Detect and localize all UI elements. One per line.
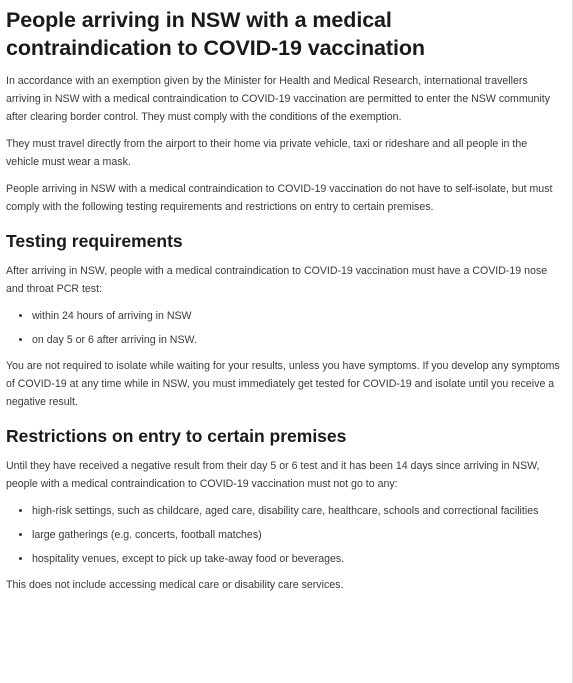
restrictions-lead: Until they have received a negative result from their day 5 or 6 test and it has been 14 days since arriving in NSW, people with a medical contraindication to COVID-19 vaccination must not go to any: (6, 460, 540, 490)
list-item: • within 24 hours of arriving in NSW (32, 307, 562, 325)
list-item: • on day 5 or 6 after arriving in NSW. (32, 331, 562, 349)
page-title: People arriving in NSW with a medical contraindication to COVID-19 vaccination (6, 8, 425, 60)
list-item: • hospitality venues, except to pick up take-away food or beverages. (32, 550, 562, 568)
intro-paragraph-1: In accordance with an exemption given by the Minister for Health and Medical Research, international travellers arriving in NSW with a medical contraindication to COVID-19 vaccination are permitted to enter the NSW community after clearing border control. They must comply with the conditions of the exemption. (6, 75, 551, 123)
restrictions-note: This does not include accessing medical care or disability care services. (6, 579, 344, 591)
intro-paragraph-3: People arriving in NSW with a medical contraindication to COVID-19 vaccination do not have to self-isolate, but must comply with the following testing requirements and restrictions on entry to certain premises. (6, 183, 553, 213)
restrictions-heading: Restrictions on entry to certain premises (6, 426, 347, 446)
list-item: • large gatherings (e.g. concerts, football matches) (32, 526, 562, 544)
testing-heading: Testing requirements (6, 231, 183, 251)
intro-paragraph-2: They must travel directly from the airport to their home via private vehicle, taxi or rideshare and all people in the vehicle must wear a mask. (6, 138, 528, 168)
testing-list (6, 307, 562, 349)
testing-note: You are not required to isolate while waiting for your results, unless you have symptoms. If you develop any symptoms of COVID-19 at any time while in NSW, you must immediately get tested for COVID-19 and isolate until you receive a negative result. (6, 360, 560, 408)
testing-lead: After arriving in NSW, people with a medical contraindication to COVID-19 vaccination must have a COVID-19 nose and throat PCR test: (6, 265, 548, 295)
list-item: • high-risk settings, such as childcare, aged care, disability care, healthcare, schools and correctional facilities (32, 502, 562, 520)
restrictions-list (6, 502, 562, 568)
